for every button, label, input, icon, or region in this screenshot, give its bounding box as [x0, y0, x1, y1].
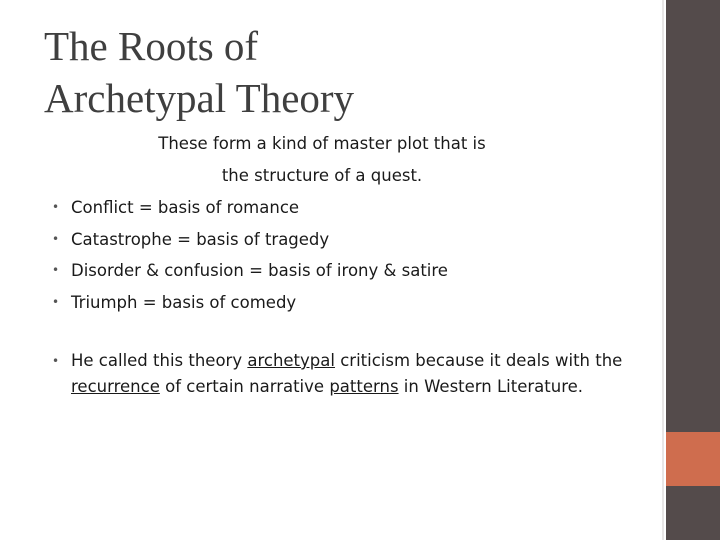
underlined-recurrence: recurrence: [71, 377, 160, 396]
slide-body: [52, 128, 632, 318]
underlined-patterns: patterns: [329, 377, 399, 396]
bullet-item-triumph: [52, 287, 632, 319]
underlined-archetypal: archetypal: [247, 351, 335, 370]
bullet-text: Disorder & confusion = basis of irony & satire: [71, 261, 448, 280]
para-text-3: of certain narrative: [159, 377, 330, 396]
accent-block: [666, 432, 720, 486]
bullet-icon: •: [52, 231, 60, 246]
title-line-2: Archetypal Theory: [44, 75, 355, 121]
para-text-4: in Western Literature.: [398, 377, 584, 396]
sidebar-divider: [662, 0, 664, 540]
bullet-icon: •: [52, 354, 60, 368]
bullet-icon: •: [52, 263, 60, 277]
archetypal-criticism-paragraph: [52, 348, 661, 400]
slide-title: [44, 20, 644, 124]
bullet-item-catastrophe: [52, 224, 632, 256]
bullet-text: Triumph = basis of comedy: [71, 292, 297, 312]
title-line-1: The Roots of: [44, 23, 259, 69]
intro-line-2: the structure of a quest.: [221, 166, 423, 185]
para-text-1: He called this theory: [71, 351, 248, 370]
bullet-list: [52, 192, 632, 318]
intro-text: [122, 128, 522, 192]
bullet-item-conflict: [52, 192, 632, 224]
bullet-icon: •: [52, 200, 60, 214]
para-text-2: criticism because it deals with the: [334, 351, 623, 370]
intro-line-1: These form a kind of master plot that is: [158, 134, 486, 153]
bullet-text: Conflict = basis of romance: [71, 198, 300, 217]
bullet-item-disorder: [52, 255, 632, 287]
bullet-text: Catastrophe = basis of tragedy: [71, 229, 330, 249]
bullet-icon: •: [52, 294, 60, 309]
